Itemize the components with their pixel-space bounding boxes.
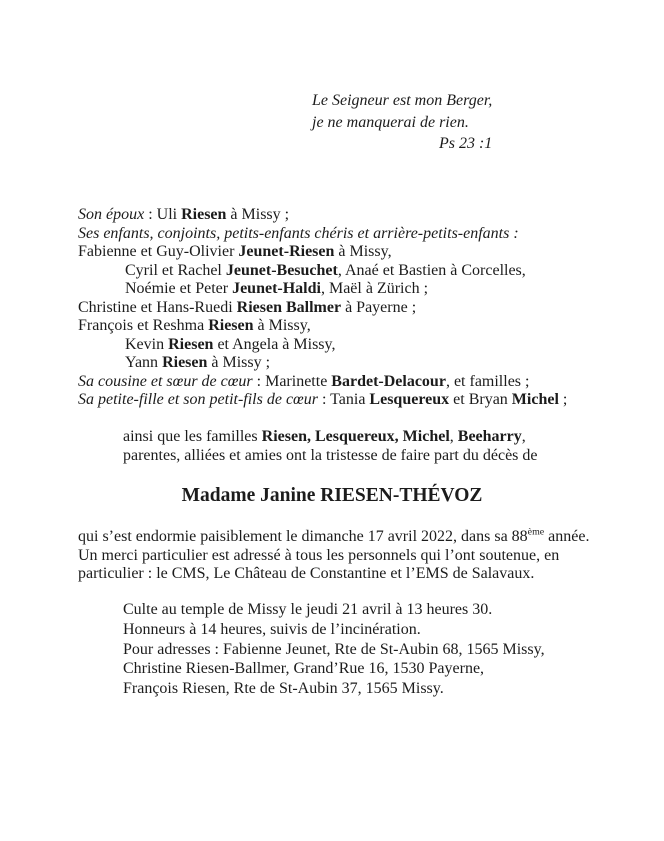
scripture-reference: Ps 23 :1 bbox=[438, 135, 493, 152]
text-segment-bold: Riesen bbox=[168, 335, 214, 353]
text-segment-bold: Lesquereux bbox=[369, 391, 450, 409]
text-segment-regular: , Maël à Zürich ; bbox=[320, 280, 429, 298]
epigraph-line: Le Seigneur est mon Berger, bbox=[312, 92, 493, 109]
text-segment-regular: Cyril et Rachel bbox=[125, 261, 226, 279]
epigraph-line: je ne manquerai de rien. bbox=[312, 113, 469, 131]
text-segment-regular: année. bbox=[544, 528, 590, 545]
text-segment-bold: Riesen Ballmer bbox=[236, 298, 342, 316]
text-segment-regular: François Riesen, Rte de St-Aubin 37, 1565 Missy. bbox=[123, 680, 444, 698]
text-segment-regular: et Bryan bbox=[449, 391, 512, 409]
death-details-line bbox=[78, 528, 618, 547]
family-line bbox=[78, 336, 618, 355]
ceremony-line bbox=[123, 620, 623, 640]
text-segment-regular: à Missy ; bbox=[226, 206, 290, 223]
text-segment-regular: , Anaé et Bastien à Corcelles, bbox=[337, 261, 526, 279]
text-segment-regular: Noémie et Peter bbox=[125, 280, 233, 298]
text-segment-regular: , bbox=[521, 428, 526, 445]
text-segment-regular: Pour adresses : Fabienne Jeunet, Rte de St-Aubin 68, 1565 Missy, bbox=[123, 640, 545, 658]
family-line bbox=[78, 373, 618, 392]
text-segment-regular: à Missy, bbox=[253, 317, 311, 335]
scripture-epigraph bbox=[312, 90, 492, 155]
family-line bbox=[78, 280, 618, 299]
text-segment-regular: , bbox=[449, 428, 458, 445]
text-segment-regular: Kevin bbox=[125, 335, 169, 353]
text-segment-bold: Jeunet-Haldi bbox=[232, 280, 321, 298]
text-segment-italic: Ses enfants, conjoints, petits-enfants chéris et arrière-petits-enfants : bbox=[78, 224, 519, 242]
text-segment-regular: , et familles ; bbox=[445, 372, 530, 390]
family-line bbox=[78, 243, 618, 262]
text-segment-regular: : Uli bbox=[144, 206, 182, 223]
family-line bbox=[78, 262, 618, 281]
text-segment-regular: Christine et Hans-Ruedi bbox=[78, 298, 237, 316]
ceremony-line bbox=[123, 679, 623, 699]
family-line bbox=[78, 206, 618, 225]
announcement-line bbox=[123, 428, 623, 447]
text-segment-regular: Honneurs à 14 heures, suivis de l’incinération. bbox=[123, 620, 421, 638]
text-segment-regular: qui s’est endormie paisiblement le dimanche 17 avril 2022, dans sa 88 bbox=[78, 528, 528, 545]
text-segment-regular: Yann bbox=[125, 354, 163, 372]
text-segment-regular: parentes, alliées et amies ont la tristesse de faire part du décès de bbox=[123, 446, 538, 464]
family-line bbox=[78, 299, 618, 318]
text-segment-bold: Jeunet-Riesen bbox=[238, 243, 335, 261]
text-segment-regular: particulier : le CMS, Le Château de Constantine et l’EMS de Salavaux. bbox=[78, 565, 535, 583]
announcement-line bbox=[123, 447, 623, 466]
family-line bbox=[78, 354, 618, 373]
text-segment-regular: Christine Riesen-Ballmer, Grand’Rue 16, 1530 Payerne, bbox=[123, 660, 485, 678]
text-segment-italic: Son époux bbox=[78, 206, 145, 223]
ceremony-line bbox=[123, 640, 623, 660]
text-segment-regular: à Missy, bbox=[334, 243, 392, 261]
text-segment-regular: : Marinette bbox=[252, 372, 332, 390]
text-segment-italic: Sa cousine et sœur de cœur bbox=[78, 372, 253, 390]
text-segment-bold: Riesen bbox=[181, 206, 227, 223]
text-segment-regular: ainsi que les familles bbox=[123, 428, 262, 445]
death-details-paragraph bbox=[78, 528, 618, 584]
deceased-name-title: Madame Janine RIESEN-THÉVOZ bbox=[181, 485, 483, 506]
ceremony-line bbox=[123, 659, 623, 679]
text-segment-regular: à Payerne ; bbox=[341, 298, 417, 316]
text-segment-bold: Riesen bbox=[208, 317, 254, 335]
text-segment-bold: Michel bbox=[511, 391, 559, 409]
ceremony-line bbox=[123, 600, 623, 620]
text-segment-bold: Riesen bbox=[162, 354, 208, 372]
text-segment-regular: à Missy ; bbox=[207, 354, 271, 372]
family-line bbox=[78, 317, 618, 336]
text-segment-regular: et Angela à Missy, bbox=[213, 335, 336, 353]
text-segment-superscript: ème bbox=[527, 526, 545, 538]
announcement-paragraph bbox=[123, 428, 623, 465]
text-segment-bold: Jeunet-Besuchet bbox=[225, 261, 338, 279]
text-segment-regular: ; bbox=[558, 391, 568, 409]
family-line bbox=[78, 391, 618, 410]
text-segment-italic: Sa petite-fille et son petit-fils de cœur bbox=[78, 391, 318, 409]
text-segment-regular: : Tania bbox=[317, 391, 370, 409]
ceremony-details bbox=[123, 600, 623, 699]
family-list bbox=[78, 206, 618, 410]
text-segment-bold: Riesen, Lesquereux, Michel bbox=[261, 428, 450, 445]
death-details-line bbox=[78, 547, 618, 566]
death-details-line bbox=[78, 565, 618, 584]
text-segment-regular: François et Reshma bbox=[78, 317, 209, 335]
text-segment-regular: Culte au temple de Missy le jeudi 21 avril à 13 heures 30. bbox=[123, 601, 493, 618]
text-segment-regular: Un merci particulier est adressé à tous les personnels qui l’ont soutenue, en bbox=[78, 546, 560, 564]
text-segment-bold: Bardet-Delacour bbox=[331, 372, 446, 390]
family-line bbox=[78, 225, 618, 244]
text-segment-regular: Fabienne et Guy-Olivier bbox=[78, 243, 239, 261]
text-segment-bold: Beeharry bbox=[457, 428, 522, 445]
